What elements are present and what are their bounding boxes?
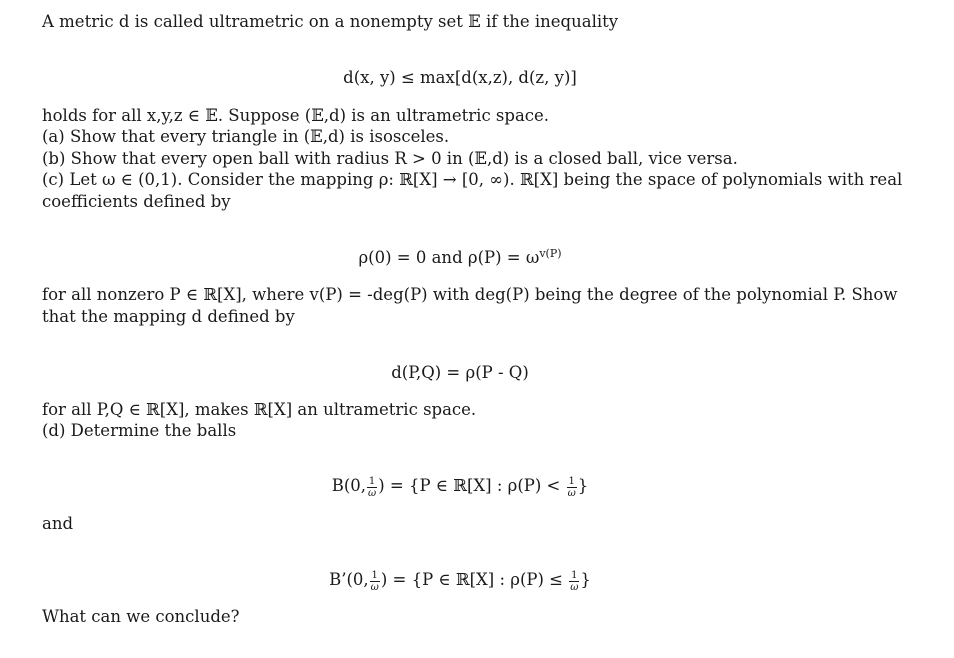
holds-line: holds for all x,y,z ∈ 𝔼. Suppose (𝔼,d) is an ultrametric space. [42, 106, 550, 125]
open-ball-body: ) = {P ∈ ℝ[X] : ρ(P) < [378, 476, 561, 495]
nonzero-line-2: that the mapping d defined by [42, 307, 295, 326]
open-ball-end: } [577, 476, 589, 495]
closed-ball-prefix: B’(0, [329, 570, 369, 589]
intro-line: A metric d is called ultrametric on a nonempty set 𝔼 if the inequality [42, 12, 619, 31]
closed-ball-definition [0, 569, 920, 593]
closed-ball-bound-fraction: $\frac{1}{\omega}$ [570, 569, 579, 593]
part-a: (a) Show that every triangle in (𝔼,d) is isosceles. [42, 127, 450, 146]
rho-definition-exponent: v(P) [539, 246, 562, 260]
closed-ball-body: ) = {P ∈ ℝ[X] : ρ(P) ≤ [380, 570, 563, 589]
rho-definition [0, 247, 920, 269]
open-ball-definition [0, 475, 920, 499]
part-c-line-1: (c) Let ω ∈ (0,1). Consider the mapping ρ: ℝ[X] → [0, ∞). ℝ[X] being the space of polynomials with real [42, 170, 903, 189]
open-ball-bound-fraction: $\frac{1}{\omega}$ [567, 475, 576, 499]
closed-ball-radius-fraction: $\frac{1}{\omega}$ [370, 569, 379, 593]
open-ball-prefix: B(0, [331, 476, 367, 495]
conclusion-question: What can we conclude? [42, 607, 240, 626]
part-b: (b) Show that every open ball with radius R > 0 in (𝔼,d) is a closed ball, vice versa. [42, 149, 738, 168]
and-line: and [42, 514, 74, 533]
part-c-line-2: coefficients defined by [42, 192, 231, 211]
part-d: (d) Determine the balls [42, 421, 237, 440]
open-ball-radius-fraction: $\frac{1}{\omega}$ [368, 475, 377, 499]
makes-line: for all P,Q ∈ ℝ[X], makes ℝ[X] an ultrametric space. [42, 400, 477, 419]
closed-ball-end: } [580, 570, 591, 589]
rho-definition-base: ρ(0) = 0 and ρ(P) = ω [358, 248, 540, 267]
ultrametric-inequality: d(x, y) ≤ max[d(x,z), d(z, y)] [343, 68, 577, 87]
metric-definition: d(P,Q) = ρ(P - Q) [391, 363, 529, 382]
nonzero-line-1: for all nonzero P ∈ ℝ[X], where v(P) = -deg(P) with deg(P) being the degree of the polynomial P. Show [42, 285, 898, 304]
